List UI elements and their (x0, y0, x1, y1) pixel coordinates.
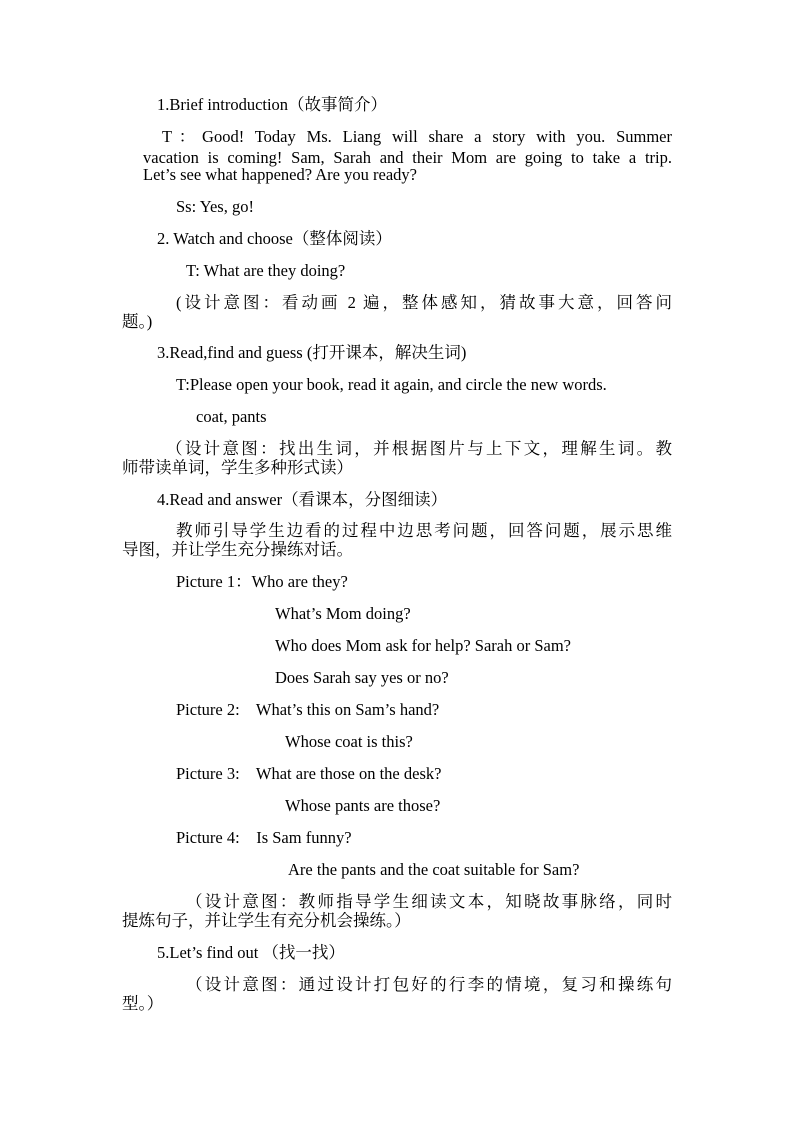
paragraph-line: T：Good! Today Ms. Liang will share a story with you. Summer (162, 127, 672, 146)
picture-question-line: Does Sarah say yes or no? (275, 668, 449, 687)
paragraph-line: vacation is coming! Sam, Sarah and their Mom are going to take a trip. (143, 148, 672, 167)
picture-question-line: Whose coat is this? (285, 732, 413, 751)
paragraph-line: 导图，并让学生充分操练对话。 (122, 540, 353, 559)
picture-question-line: Picture 1：Who are they? (176, 572, 348, 591)
design-note-line: （设计意图：教师指导学生细读文本，知晓故事脉络，同时 (186, 892, 672, 911)
section-heading-4: 4.Read and answer（看课本，分图细读） (157, 490, 448, 509)
design-note-line: 师带读单词，学生多种形式读） (122, 458, 353, 477)
picture-question-line: Picture 4: Is Sam funny? (176, 828, 352, 847)
picture-question-line: Whose pants are those? (285, 796, 441, 815)
section-heading-2: 2. Watch and choose（整体阅读） (157, 229, 392, 248)
design-note-line: 提炼句子，并让学生有充分机会操练。） (122, 911, 411, 930)
section-heading-1: 1.Brief introduction（故事简介） (157, 95, 388, 114)
picture-question-line: Picture 3: What are those on the desk? (176, 764, 442, 783)
section-heading-3: 3.Read,find and guess (打开课本，解决生词) (157, 343, 467, 362)
design-note-line: 型。） (122, 994, 164, 1013)
paragraph-line: coat, pants (196, 407, 267, 426)
section-heading-5: 5.Let’s find out （找一找） (157, 943, 345, 962)
paragraph-line: T: What are they doing? (186, 261, 346, 280)
design-note-line: 题。) (122, 312, 153, 331)
design-note-line: （设计意图：找出生词，并根据图片与上下文，理解生词。教 (166, 439, 672, 458)
paragraph-line: Ss: Yes, go! (176, 197, 254, 216)
picture-question-line: Who does Mom ask for help? Sarah or Sam? (275, 636, 572, 655)
paragraph-line: Let’s see what happened? Are you ready? (143, 165, 417, 184)
paragraph-line: 教师引导学生边看的过程中边思考问题，回答问题，展示思维 (176, 521, 672, 540)
picture-question-line: Picture 2: What’s this on Sam’s hand? (176, 700, 440, 719)
picture-question-line: What’s Mom doing? (275, 604, 411, 623)
design-note-line: (设计意图：看动画 2 遍，整体感知，猜故事大意，回答问 (176, 293, 672, 312)
design-note-line: （设计意图：通过设计打包好的行李的情境，复习和操练句 (186, 975, 672, 994)
picture-question-line: Are the pants and the coat suitable for Sam? (288, 860, 580, 879)
paragraph-line: T:Please open your book, read it again, and circle the new words. (176, 375, 607, 394)
